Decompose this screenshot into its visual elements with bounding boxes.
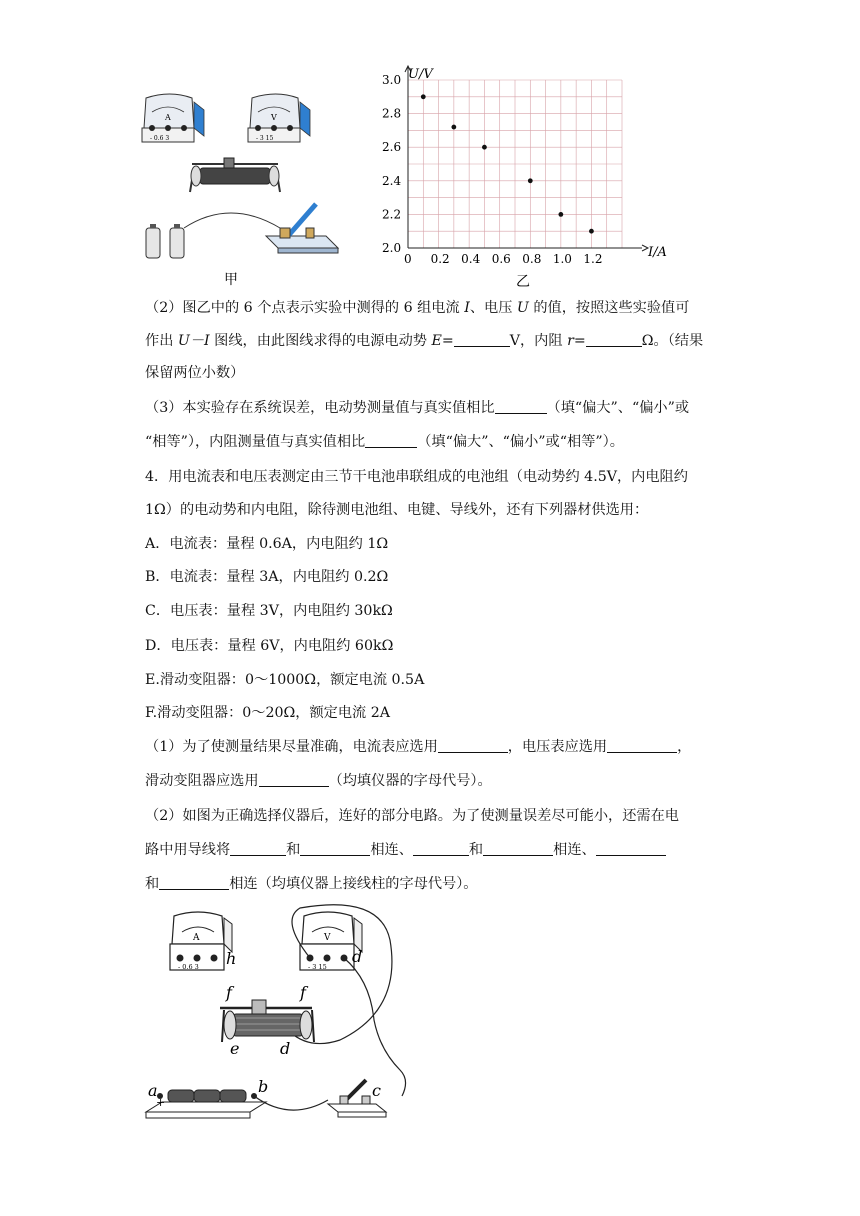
q3p3-text: （填“偏大”、“偏小”或 — [546, 400, 690, 416]
answer-blank-emf-error[interactable] — [495, 399, 547, 414]
chart-tick-labels — [382, 73, 603, 266]
voltmeter-icon — [248, 94, 310, 142]
terminal-label-d: d — [352, 947, 363, 966]
q4-part2-line1: （2）如图为正确选择仪器后，连好的部分电路。为了使测量误差尽可能小，还需在电 — [145, 808, 679, 824]
q4p2-text: 和 — [145, 876, 160, 892]
chart-xlabel: I/A — [648, 245, 667, 260]
q3-part2-line3: 保留两位小数） — [145, 365, 245, 381]
answer-blank-emf[interactable] — [454, 332, 510, 347]
chart-axes — [405, 66, 648, 251]
y-tick-label: 3.0 — [382, 73, 402, 87]
x-tick-label: 0.6 — [491, 252, 511, 266]
answer-blank-terminal-5[interactable] — [596, 841, 666, 856]
answer-blank-resistance[interactable] — [586, 332, 642, 347]
q4-stem-line2: 1Ω）的电动势和内电阻，除待测电池组、电键、导线外，还有下列器材供选用： — [145, 502, 649, 518]
q3p2-text: 的值，按照这些实验值可 — [528, 300, 690, 316]
x-tick-label: 1.2 — [583, 252, 603, 266]
x-tick-label: 0 — [404, 252, 412, 266]
q4p1-text: （1）为了使测量结果尽量准确，电流表应选用 — [145, 739, 438, 755]
circuit-ammeter-terminals: - 0.6 3 — [178, 963, 199, 971]
rheostat-icon — [220, 1000, 314, 1042]
q3p2-text: = — [441, 333, 454, 349]
voltmeter-letter: V — [271, 113, 277, 122]
q3-part2-line2 — [145, 331, 725, 351]
q3-part3-line2 — [145, 432, 725, 452]
switch-icon — [266, 204, 338, 253]
x-tick-label: 1.0 — [552, 252, 572, 266]
q4p2-text: 和 — [286, 842, 301, 858]
battery-icon — [146, 224, 184, 258]
q4-option-c: C．电压表：量程 3V，内电阻约 30kΩ — [145, 603, 393, 619]
answer-blank-ammeter[interactable] — [438, 738, 508, 753]
q4p2-text: 路中用导线将 — [145, 842, 231, 858]
q4p2-text: 和 — [468, 842, 484, 858]
q3p3-text: （填“偏大”、“偏小”或“相等”）。 — [417, 434, 624, 450]
q4p1-text: ，电压表应选用 — [507, 739, 608, 755]
y-tick-label: 2.2 — [382, 207, 402, 222]
q4p2-text: 相连、 — [370, 842, 413, 858]
plus-sign: + — [156, 1096, 166, 1109]
data-point — [451, 125, 456, 130]
q3p2-text: 作出 — [145, 333, 178, 349]
y-tick-label: 2.8 — [382, 106, 402, 121]
q3-part2-line1 — [145, 298, 725, 318]
q3p2-text: Ω。（结果 — [641, 333, 704, 349]
chart-ylabel: U/V — [408, 67, 433, 82]
figure-jia-caption: 甲 — [224, 272, 238, 288]
q4-option-a: A．电流表：量程 0.6A，内电阻约 1Ω — [145, 536, 389, 552]
symbol-I: I — [464, 300, 470, 316]
symbol-UI: U－I — [177, 333, 210, 349]
terminal-label-f-right: f — [300, 983, 306, 1002]
answer-blank-terminal-1[interactable] — [230, 841, 286, 856]
circuit-voltmeter-terminals: - 3 15 — [308, 963, 327, 971]
symbol-r: r — [567, 333, 574, 349]
q4-option-f: F.滑动变阻器：0～20Ω，额定电流 2A — [145, 705, 391, 721]
terminal-label-f-left: f — [226, 983, 232, 1002]
terminal-label-d-rheostat: d — [280, 1039, 291, 1058]
answer-blank-terminal-4[interactable] — [483, 841, 553, 856]
q3p2-text: 图线，由此图线求得的电源电动势 — [209, 333, 432, 349]
data-point — [589, 229, 594, 234]
chart-grid — [408, 80, 622, 248]
q4-part1-line1 — [145, 737, 725, 757]
circuit-ammeter-letter: A — [193, 933, 200, 943]
voltmeter-terminals: - 3 15 — [256, 135, 274, 142]
answer-blank-rheostat[interactable] — [259, 772, 329, 787]
terminal-label-e: e — [230, 1039, 240, 1058]
x-tick-label: 0.8 — [522, 252, 542, 266]
x-tick-label: 0.4 — [461, 252, 481, 266]
q3p3-text: “相等”），内阻测量值与真实值相比 — [145, 434, 366, 450]
figure-yi-caption: 乙 — [516, 274, 530, 290]
q3p2-text: （2）图乙中的 6 个点表示实验中测得的 6 组电流 — [145, 300, 465, 316]
q4-part2-line3 — [145, 874, 725, 894]
x-tick-label: 0.2 — [430, 252, 450, 266]
circuit-voltmeter-letter: V — [324, 933, 331, 943]
q4-part2-line2 — [145, 840, 725, 860]
ammeter-icon — [142, 94, 204, 142]
terminal-label-h: h — [226, 949, 237, 968]
y-tick-label: 2.0 — [382, 241, 402, 255]
q3p3-text: （3）本实验存在系统误差，电动势测量值与真实值相比 — [145, 400, 495, 416]
ammeter-letter: A — [165, 113, 171, 122]
answer-blank-resistance-error[interactable] — [365, 433, 417, 448]
q4p2-text: 相连（均填仪器上接线柱的字母代号）。 — [229, 876, 478, 892]
q4-option-b: B．电流表：量程 3A，内电阻约 0.2Ω — [145, 569, 389, 585]
figure-yi-chart — [372, 60, 682, 295]
q4p1-text: （均填仪器的字母代号）。 — [328, 773, 492, 789]
q4p2-text: 相连、 — [553, 842, 596, 858]
data-point — [421, 94, 426, 99]
terminal-label-a: a — [148, 1081, 158, 1100]
q4-part1-line2 — [145, 771, 725, 791]
symbol-U: U — [516, 300, 529, 316]
q4-option-e: E.滑动变阻器：0～1000Ω，额定电流 0.5A — [145, 672, 425, 688]
q4-stem-line1: 4．用电流表和电压表测定由三节干电池串联组成的电池组（电动势约 4.5V，内电阻约 — [145, 469, 688, 485]
q3p2-text: = — [573, 333, 586, 349]
answer-blank-terminal-6[interactable] — [159, 875, 229, 890]
y-tick-label: 2.4 — [382, 173, 402, 188]
data-point — [558, 212, 563, 217]
q4p1-text: ， — [677, 739, 692, 755]
answer-blank-terminal-2[interactable] — [300, 841, 370, 856]
figure-jia — [130, 88, 360, 288]
symbol-E: E — [431, 333, 442, 349]
terminal-label-c: c — [372, 1081, 381, 1100]
terminal-label-b: b — [258, 1077, 269, 1096]
ammeter-icon — [170, 912, 232, 971]
y-tick-label: 2.6 — [382, 140, 402, 155]
q3p2-text: V，内阻 — [509, 333, 568, 349]
q4-option-d: D．电压表：量程 6V，内电阻约 60kΩ — [145, 638, 394, 654]
q3-part3-line1 — [145, 398, 725, 418]
ammeter-terminals: - 0.6 3 — [150, 135, 170, 142]
rheostat-icon — [190, 158, 280, 192]
data-point — [528, 178, 533, 183]
answer-blank-terminal-3[interactable] — [413, 841, 469, 856]
circuit-figure — [140, 900, 570, 1130]
q4p1-text: 滑动变阻器应选用 — [145, 773, 259, 789]
answer-blank-voltmeter[interactable] — [607, 738, 677, 753]
q3p2-text: 、电压 — [469, 300, 517, 316]
data-point — [482, 145, 487, 150]
